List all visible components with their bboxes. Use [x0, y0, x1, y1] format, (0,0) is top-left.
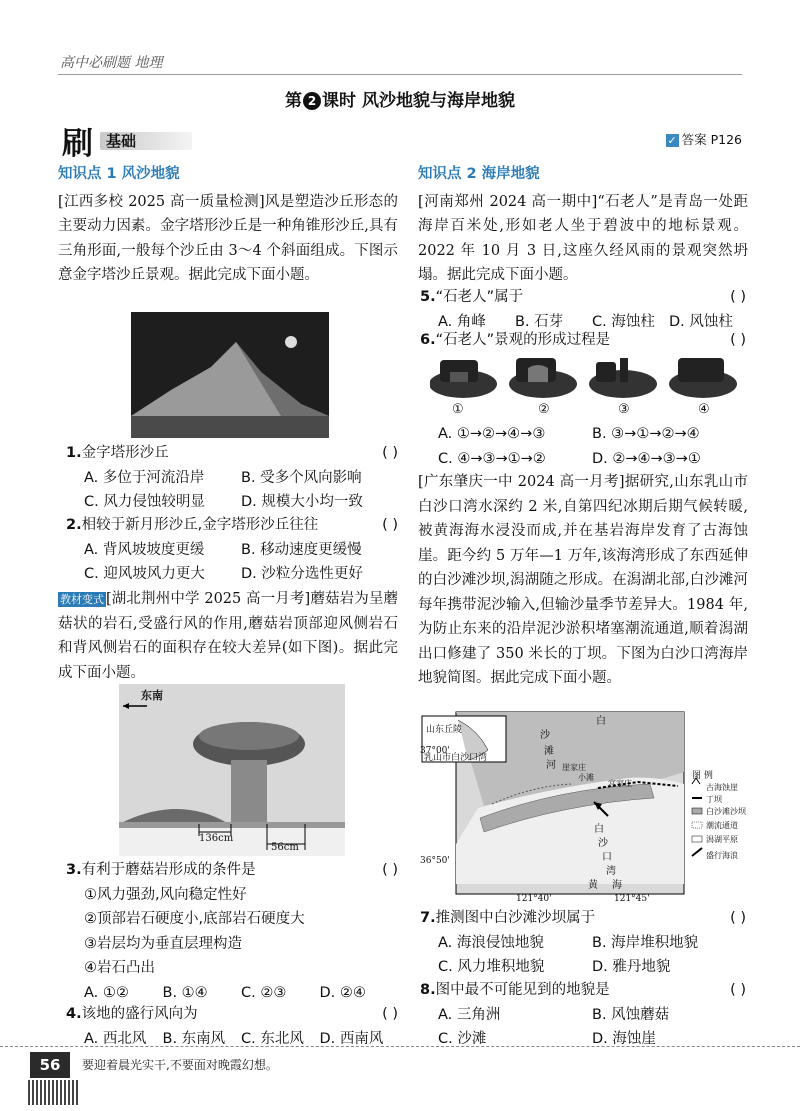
place-cuijiazhuang: 崖家庄: [562, 763, 586, 772]
question-7: [420, 906, 746, 980]
q5-option-a[interactable]: A. 角峰: [438, 313, 486, 330]
q1-option-b[interactable]: B. 受多个风向影响: [241, 469, 362, 486]
q3-item-4: ④岩石凸出: [84, 960, 155, 976]
place-kou: 口: [602, 852, 612, 863]
lesson-number: 2: [303, 92, 321, 110]
q8-number: 8.: [420, 982, 436, 998]
footer-pattern: [28, 1080, 80, 1105]
knowledge-point-2: 知识点 2 海岸地貌: [418, 166, 540, 182]
question-5: [420, 285, 746, 334]
stage-2-label: ②: [538, 402, 550, 417]
stage-4-label: ④: [698, 402, 710, 417]
q3-paren: ( ): [382, 862, 398, 878]
q3-item-1: ①风力强劲,风向稳定性好: [84, 886, 247, 903]
place-sha-2: 沙: [598, 838, 608, 849]
page-number: 56: [30, 1052, 70, 1078]
place-sha: 沙: [540, 730, 550, 741]
q1-option-d[interactable]: D. 规模大小均一致: [241, 494, 363, 510]
q4-option-c[interactable]: C. 东北风: [241, 1030, 304, 1047]
place-xiaotan: 小滩: [578, 773, 594, 782]
q2-option-c[interactable]: C. 迎风坡风力更大: [84, 566, 205, 582]
q1-paren: ( ): [382, 445, 398, 461]
q4-number: 4.: [66, 1006, 82, 1022]
q7-option-a[interactable]: A. 海浪侵蚀地貌: [438, 934, 544, 951]
footer-motto: 要迎着晨光实干,不要面对晚霞幻想。: [82, 1058, 278, 1072]
series-title: 高中必刷题 地理: [60, 55, 163, 71]
q6-number: 6.: [420, 332, 436, 348]
stage-1-label: ①: [452, 402, 464, 417]
place-huang: 黄: [588, 880, 598, 891]
pyramid-dune-photo: [131, 312, 329, 438]
lon-121-45: 121°45': [614, 894, 650, 904]
q2-stem: 相较于新月形沙丘,金字塔形沙丘往往: [81, 517, 319, 533]
q3-number: 3.: [66, 862, 82, 878]
legend-title: 图 例: [692, 771, 713, 781]
q3-item-2: ②顶部岩石硬度小,底部岩石硬度大: [84, 911, 305, 927]
title-prefix: 第: [285, 91, 303, 111]
coast-map: [418, 708, 748, 904]
q2-option-b[interactable]: B. 移动速度更缓慢: [241, 541, 362, 558]
dune-illustration: [131, 312, 329, 438]
q5-option-d[interactable]: D. 风蚀柱: [669, 313, 733, 330]
question-3: [66, 858, 398, 1005]
q3-item-3: ③岩层均为垂直层理构造: [84, 935, 242, 952]
q8-paren: ( ): [730, 982, 746, 998]
measure-136: 136cm: [199, 833, 234, 844]
q6-option-b[interactable]: B. ③→①→②→④: [592, 426, 700, 442]
textbook-variant-tag: 教材变式: [60, 593, 104, 606]
legend-wave: 盛行海浪: [706, 851, 738, 860]
q3-option-a[interactable]: A. ①②: [84, 984, 129, 1001]
q3-option-d[interactable]: D. ②④: [319, 984, 366, 1001]
q7-option-c[interactable]: C. 风力堆积地貌: [438, 959, 545, 975]
q1-option-c[interactable]: C. 风力侵蚀较明显: [84, 494, 205, 510]
q8-option-b[interactable]: B. 风蚀蘑菇: [592, 1006, 670, 1023]
question-8: [420, 978, 746, 1052]
place-bai-north: 白: [596, 716, 606, 727]
knowledge-point-1: 知识点 1 风沙地貌: [58, 166, 180, 182]
lon-121-40: 121°40': [516, 894, 552, 904]
place-bai: 白: [594, 824, 604, 835]
legend-cliff: 古海蚀崖: [706, 783, 738, 792]
left-column: [58, 162, 398, 288]
place-hai: 海: [612, 880, 622, 891]
place-he: 河: [546, 760, 556, 771]
q5-option-b[interactable]: B. 石芽: [515, 313, 564, 330]
q5-number: 5.: [420, 289, 436, 305]
right-column: [418, 162, 748, 288]
q3-option-b[interactable]: B. ①④: [162, 984, 208, 1001]
question-1: [66, 441, 398, 515]
question-6-options: [420, 422, 746, 471]
q3-option-c[interactable]: C. ②③: [241, 984, 287, 1001]
q7-option-d[interactable]: D. 雅丹地貌: [592, 959, 671, 975]
q5-option-c[interactable]: C. 海蚀柱: [592, 313, 655, 330]
place-tan: 滩: [544, 746, 554, 757]
q6-option-a[interactable]: A. ①→②→④→③: [438, 426, 546, 442]
question-6: [420, 328, 746, 353]
q1-number: 1.: [66, 445, 82, 461]
coast-map-drawing: [418, 708, 748, 904]
check-icon: ✓: [667, 134, 677, 147]
q8-stem: 图中最不可能见到的地貌是: [435, 982, 610, 998]
q2-option-d[interactable]: D. 沙粒分选性更好: [241, 566, 363, 582]
q7-option-b[interactable]: B. 海岸堆积地貌: [592, 934, 699, 951]
inset-label-bay: 乳山市白沙口湾: [424, 753, 488, 763]
q6-paren: ( ): [730, 332, 746, 348]
q5-stem: “石老人”属于: [435, 289, 524, 305]
question-4: [66, 1002, 398, 1051]
q1-option-a[interactable]: A. 多位于河流沿岸: [84, 469, 205, 486]
q6-stem: “石老人”景观的形成过程是: [435, 332, 611, 348]
q7-paren: ( ): [730, 910, 746, 926]
q2-paren: ( ): [382, 517, 398, 533]
legend-lagoon-plain: 潟湖平原: [706, 835, 738, 844]
inset-label-hills: 山东丘陵: [426, 725, 463, 735]
legend-sandbar: 白沙滩沙坝: [706, 807, 746, 816]
intro-paragraph-4: [广东肇庆一中 2024 高一月考]据研究,山东乳山市白沙口湾水深约 2 米,自第四纪冰期后期气候转暖,被黄海海水浸没而成,并在基岩海岸发育了古海蚀崖。距今约 5 万年—1 万年,该海湾形成了东西延伸的白沙滩沙坝,潟湖随之形成。在潟湖北部,白沙滩河每年携带泥沙输入,但输沙量季节差异大。1984 年,为防止东来的沿岸泥沙淤积堵塞潮流通道,顺着潟湖出口修建了 350 米长的丁坝。下图为白沙口湾海岸地貌简图。据此完成下面小题。: [418, 474, 748, 686]
intro-paragraph-2: [58, 587, 398, 685]
q2-number: 2.: [66, 517, 82, 533]
q8-option-d[interactable]: D. 海蚀崖: [592, 1031, 656, 1047]
intro-paragraph-3: [河南郑州 2024 高一期中]“石老人”是青岛一处距海岸百米处,形如老人坐于碧波中的地标景观。2022 年 10 月 3 日,这座久经风雨的景观突然坍塌。据此完成下面小题。: [418, 193, 748, 283]
mushroom-rock-photo: [119, 684, 345, 856]
intro-2-text: [湖北荆州中学 2025 高一月考]蘑菇岩为呈蘑菇状的岩石,受盛行风的作用,蘑菇岩顶部迎风侧岩石和背风侧岩石的面积存在较大差异(如下图)。据此完成下面小题。: [58, 591, 398, 681]
measure-56: 56cm: [271, 842, 299, 853]
lat-36-50: 36°50': [420, 856, 450, 866]
q8-option-c[interactable]: C. 沙滩: [438, 1031, 487, 1047]
answer-label: 答案 P126: [681, 132, 742, 147]
place-gongjiazhuang: 宫家庄: [608, 779, 632, 788]
stage-3-label: ③: [618, 402, 630, 417]
q4-option-b[interactable]: B. 东南风: [162, 1030, 226, 1047]
q4-option-d[interactable]: D. 西南风: [319, 1030, 384, 1047]
legend-groin: 丁坝: [706, 795, 722, 804]
question-2: [66, 513, 398, 587]
q7-stem: 推测图中白沙滩沙坝属于: [435, 910, 596, 926]
section-big-char: 刷: [62, 126, 93, 162]
q6-option-c[interactable]: C. ④→③→①→②: [438, 450, 546, 467]
mushroom-rock-illustration: [119, 684, 345, 856]
q8-option-a[interactable]: A. 三角洲: [438, 1006, 501, 1023]
stage-illustrations: [430, 354, 746, 420]
q4-option-a[interactable]: A. 西北风: [84, 1030, 147, 1047]
answer-ref[interactable]: [666, 130, 742, 148]
lat-37: 37°00': [420, 746, 450, 756]
lesson-title: [0, 86, 800, 111]
q7-number: 7.: [420, 910, 436, 926]
direction-label: 东南: [141, 689, 163, 702]
q6-option-d[interactable]: D. ②→④→③→①: [592, 450, 701, 467]
q1-stem: 金字塔形沙丘: [81, 445, 169, 461]
header-rule: [58, 74, 742, 75]
q4-stem: 该地的盛行风向为: [81, 1006, 198, 1022]
footer-rule: [0, 1046, 800, 1047]
legend-channel: 潮流通道: [706, 821, 738, 830]
section-banner: [60, 120, 192, 162]
title-text: 课时 风沙地貌与海岸地貌: [322, 91, 515, 111]
q2-option-a[interactable]: A. 背风坡坡度更缓: [84, 541, 205, 558]
intro-paragraph-1: [江西多校 2025 高一质量检测]风是塑造沙丘形态的主要动力因素。金字塔形沙丘是一种角锥形沙丘,具有三角形面,一般每个沙丘由 3～4 个斜面组成。下图示意金字塔沙丘景观。据此完成下面小题。: [58, 193, 398, 283]
q4-paren: ( ): [382, 1006, 398, 1022]
q3-stem: 有利于蘑菇岩形成的条件是: [81, 862, 256, 878]
place-wan: 湾: [606, 866, 616, 877]
section-label: 基础: [106, 132, 137, 150]
q5-paren: ( ): [730, 289, 746, 305]
